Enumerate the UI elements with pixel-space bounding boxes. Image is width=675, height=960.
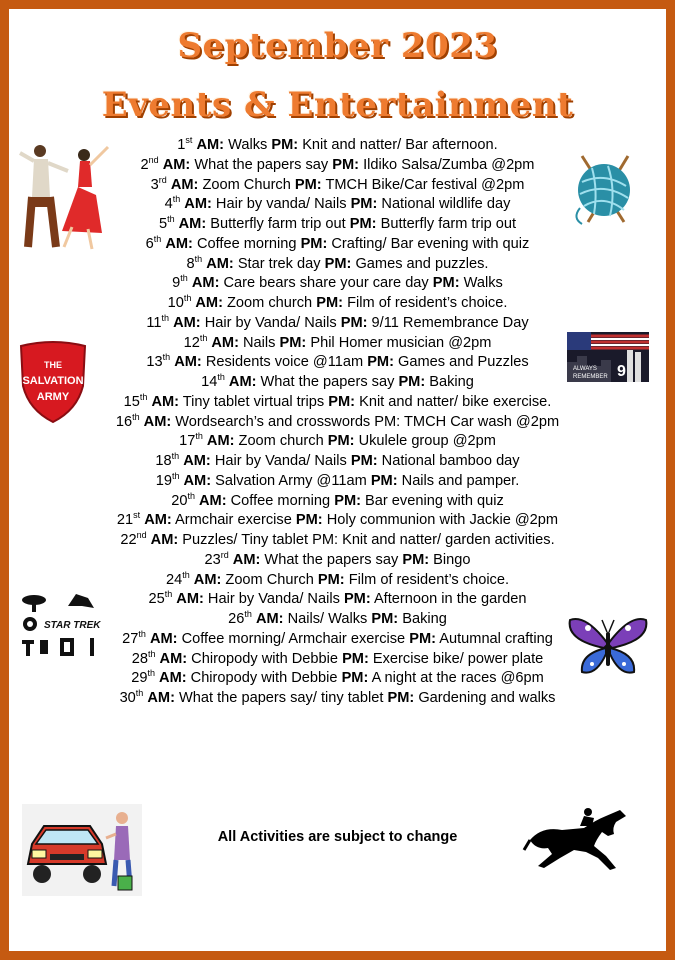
event-day-suffix: th xyxy=(135,688,144,698)
am-label: AM: xyxy=(206,255,234,272)
event-pm: Knit and natter/ Bar afternoon. xyxy=(302,137,498,153)
event-day-suffix: th xyxy=(171,451,180,461)
am-label: AM: xyxy=(162,156,191,173)
event-am: What the papers say xyxy=(194,156,329,173)
pm-label: PM: xyxy=(370,472,398,489)
event-day: 4 xyxy=(164,196,173,213)
event-day: 1 xyxy=(177,137,186,153)
event-pm: Walks xyxy=(463,275,503,292)
event-pm: Ildiko Salsa/Zumba @2pm xyxy=(363,156,535,173)
event-day-suffix: th xyxy=(162,352,171,363)
event-row xyxy=(60,630,615,650)
event-row xyxy=(60,156,615,176)
salvation-army-text-the: THE xyxy=(44,360,62,370)
event-day-suffix: th xyxy=(167,214,175,224)
am-label: AM: xyxy=(232,551,261,568)
event-row xyxy=(60,492,615,512)
event-am: Puzzles/ Tiny tablet PM: Knit and natter/ garden activities. xyxy=(182,532,555,548)
event-pm: Baking xyxy=(402,611,447,627)
pm-label: PM: xyxy=(332,156,360,173)
event-day: 8 xyxy=(186,255,195,272)
event-day-suffix: st xyxy=(133,510,141,521)
event-am: Zoom Church xyxy=(225,571,314,588)
event-day: 9 xyxy=(172,275,181,292)
am-label: AM: xyxy=(150,532,179,548)
pm-label: PM: xyxy=(324,255,352,272)
car-wash-picture xyxy=(22,804,142,896)
event-pm: Baking xyxy=(429,374,474,390)
event-pm: Afternoon in the garden xyxy=(373,591,527,608)
pm-label: PM: xyxy=(342,650,369,667)
event-day: 12 xyxy=(183,334,200,351)
am-label: AM: xyxy=(206,433,235,450)
am-label: AM: xyxy=(159,670,187,687)
event-row xyxy=(60,235,615,255)
event-day: 5 xyxy=(158,216,168,232)
pm-label: PM: xyxy=(328,393,356,410)
event-day: 29 xyxy=(131,670,148,687)
am-label: AM: xyxy=(228,374,257,390)
am-label: AM: xyxy=(176,591,204,608)
event-day: 21 xyxy=(116,512,134,529)
event-row xyxy=(60,452,615,472)
event-pm: A night at the races @6pm xyxy=(371,670,544,687)
event-pm: Games and puzzles. xyxy=(355,255,489,272)
remembrance-number: 9 xyxy=(617,363,626,380)
event-day-suffix: rd xyxy=(220,549,229,560)
event-day-suffix: th xyxy=(199,332,208,343)
event-day-suffix: rd xyxy=(158,174,167,185)
events-list xyxy=(60,136,615,709)
am-label: AM: xyxy=(143,413,172,430)
event-row xyxy=(60,650,615,670)
am-label: AM: xyxy=(144,512,172,529)
pm-label: PM: xyxy=(279,334,307,351)
event-pm: Bar evening with quiz xyxy=(365,492,504,509)
event-am: Chiropody with Debbie xyxy=(191,650,339,667)
pm-label: PM: xyxy=(402,551,430,568)
am-label: AM: xyxy=(199,492,227,509)
pm-label: PM: xyxy=(350,453,378,469)
event-am: Nails/ Walks xyxy=(287,611,368,627)
event-am: Coffee morning xyxy=(230,492,331,509)
event-row xyxy=(60,274,615,294)
event-am: Wordsearch’s and crosswords PM: TMCH Car wash @2pm xyxy=(175,413,560,430)
event-row xyxy=(60,314,615,334)
pm-label: PM: xyxy=(334,492,361,509)
event-day-suffix: th xyxy=(217,372,225,382)
event-day-suffix: nd xyxy=(148,154,159,165)
racehorse-silhouette-picture xyxy=(522,806,632,874)
am-label: AM: xyxy=(151,393,179,410)
event-row xyxy=(60,393,615,413)
yarn-ball-picture xyxy=(568,152,640,227)
am-label: AM: xyxy=(183,472,212,489)
event-day-suffix: th xyxy=(147,648,156,659)
event-day: 26 xyxy=(228,611,245,627)
event-row xyxy=(60,472,615,492)
event-row xyxy=(60,610,615,630)
event-am: Zoom Church xyxy=(202,176,291,193)
event-day-suffix: th xyxy=(132,411,140,422)
event-am: Butterfly farm trip out xyxy=(210,216,346,232)
salsa-dancers-picture xyxy=(12,135,122,255)
event-am: Star trek day xyxy=(237,255,321,272)
event-am: What the papers say xyxy=(264,551,399,568)
event-day: 25 xyxy=(148,591,165,608)
event-pm: Film of resident’s choice. xyxy=(347,295,508,311)
event-day: 20 xyxy=(171,492,188,509)
pm-label: PM: xyxy=(300,235,328,252)
event-day-suffix: th xyxy=(183,293,192,303)
event-day: 14 xyxy=(201,374,218,390)
event-day: 10 xyxy=(167,295,184,311)
pm-label: PM: xyxy=(340,314,368,331)
event-day-suffix: th xyxy=(171,470,180,481)
event-am: Tiny tablet virtual trips xyxy=(182,393,325,410)
event-day: 16 xyxy=(115,413,133,430)
am-label: AM: xyxy=(165,235,193,252)
event-row xyxy=(60,353,615,373)
event-row xyxy=(60,255,615,275)
event-am: What the papers say xyxy=(260,374,395,390)
911-remembrance-picture xyxy=(567,332,649,382)
event-am: Coffee morning/ Armchair exercise xyxy=(181,630,406,647)
star-trek-text: STAR TREK xyxy=(44,620,101,631)
event-day-suffix: th xyxy=(180,273,188,284)
event-pm: Holy communion with Jackie @2pm xyxy=(326,512,559,529)
event-am: Armchair exercise xyxy=(175,512,292,529)
event-row xyxy=(60,432,615,452)
event-am: Zoom church xyxy=(238,433,324,450)
event-day-suffix: th xyxy=(138,628,146,639)
remembrance-text-remember: REMEMBER xyxy=(573,374,608,380)
event-am: Residents voice @11am xyxy=(205,354,364,371)
event-day: 17 xyxy=(179,433,196,450)
event-row xyxy=(60,551,615,571)
pm-label: PM: xyxy=(271,137,299,153)
event-day-suffix: th xyxy=(244,609,252,619)
event-row xyxy=(60,176,615,196)
event-pm: Exercise bike/ power plate xyxy=(372,650,544,667)
event-row xyxy=(60,689,615,709)
event-row xyxy=(60,136,615,156)
event-am: What the papers say/ tiny tablet xyxy=(179,690,384,706)
event-day: 23 xyxy=(204,551,221,568)
event-am: Hair by vanda/ Nails xyxy=(215,196,347,213)
pm-label: PM: xyxy=(409,630,437,647)
event-day: 28 xyxy=(131,650,148,667)
am-label: AM: xyxy=(173,314,201,331)
event-day-suffix: th xyxy=(139,391,148,402)
event-day: 13 xyxy=(146,354,163,371)
event-day: 6 xyxy=(145,235,154,252)
am-label: AM: xyxy=(191,275,220,292)
pm-label: PM: xyxy=(350,196,378,213)
star-trek-icons-picture xyxy=(18,590,102,660)
event-day: 24 xyxy=(165,571,183,588)
am-label: AM: xyxy=(159,650,188,667)
am-label: AM: xyxy=(195,295,223,311)
am-label: AM: xyxy=(193,571,222,588)
event-day-suffix: th xyxy=(153,233,162,244)
salvation-army-text-salvation: SALVATION xyxy=(22,375,84,387)
event-pm: Phil Homer musician @2pm xyxy=(310,334,492,351)
event-row xyxy=(60,195,615,215)
event-am: Hair by Vanda/ Nails xyxy=(204,314,337,331)
event-day-suffix: th xyxy=(164,589,173,600)
event-am: Walks xyxy=(228,137,268,153)
event-pm: Autumnal crafting xyxy=(439,630,553,647)
event-pm: National wildlife day xyxy=(381,196,511,213)
am-label: AM: xyxy=(211,334,239,351)
event-day-suffix: th xyxy=(187,490,195,501)
event-day: 18 xyxy=(155,453,172,469)
event-day-suffix: st xyxy=(185,135,193,145)
event-row xyxy=(60,669,615,689)
event-row xyxy=(60,413,615,433)
event-day-suffix: th xyxy=(195,431,203,442)
event-day-suffix: th xyxy=(172,194,181,205)
event-am: Nails xyxy=(243,334,276,351)
event-am: Zoom church xyxy=(227,295,313,311)
am-label: AM: xyxy=(184,196,212,213)
pm-label: PM: xyxy=(371,611,399,627)
event-am: Chiropody with Debbie xyxy=(190,670,338,687)
event-pm: Gardening and walks xyxy=(418,690,556,706)
am-label: AM: xyxy=(149,630,178,647)
event-day-suffix: nd xyxy=(136,530,147,540)
salvation-army-text-army: ARMY xyxy=(36,391,70,403)
pm-label: PM: xyxy=(295,512,323,529)
event-am: Coffee morning xyxy=(196,235,297,252)
pm-label: PM: xyxy=(316,295,344,311)
am-label: AM: xyxy=(170,176,199,193)
event-am: Hair by Vanda/ Nails xyxy=(214,453,347,469)
event-row xyxy=(60,334,615,354)
poster-title-events: Events & Entertainment xyxy=(101,85,574,125)
event-pm: Film of resident’s choice. xyxy=(348,571,510,588)
footer-note: All Activities are subject to change xyxy=(217,829,458,845)
event-pm: Bingo xyxy=(433,551,471,568)
am-label: AM: xyxy=(196,137,225,153)
butterfly-picture xyxy=(566,614,650,678)
event-pm: TMCH Bike/Car festival @2pm xyxy=(325,176,525,193)
event-day-suffix: th xyxy=(182,569,190,580)
event-day: 22 xyxy=(120,532,137,548)
event-row xyxy=(60,373,615,393)
event-pm: Butterfly farm trip out xyxy=(380,216,517,232)
event-row xyxy=(60,294,615,314)
event-row xyxy=(60,511,615,531)
pm-label: PM: xyxy=(387,690,415,706)
event-row xyxy=(60,531,615,551)
event-day-suffix: th xyxy=(161,312,170,323)
event-day: 15 xyxy=(123,393,140,410)
pm-label: PM: xyxy=(432,275,460,292)
pm-label: PM: xyxy=(349,216,377,232)
event-am: Care bears share your care day xyxy=(223,275,429,292)
event-day: 19 xyxy=(155,472,172,489)
am-label: AM: xyxy=(174,354,202,371)
pm-label: PM: xyxy=(327,433,355,450)
event-day: 11 xyxy=(146,314,162,331)
event-pm: Games and Puzzles xyxy=(398,354,529,371)
event-day: 3 xyxy=(150,176,159,193)
event-pm: Ukulele group @2pm xyxy=(358,433,496,450)
event-day: 30 xyxy=(119,690,136,706)
event-day-suffix: th xyxy=(147,668,155,679)
event-am: Salvation Army @11am xyxy=(215,472,367,489)
pm-label: PM: xyxy=(317,571,345,588)
event-am: Hair by Vanda/ Nails xyxy=(207,591,340,608)
event-day: 27 xyxy=(122,630,139,647)
event-day: 2 xyxy=(140,156,149,173)
event-row xyxy=(60,571,615,591)
pm-label: PM: xyxy=(398,374,426,390)
pm-label: PM: xyxy=(341,670,369,687)
event-row xyxy=(60,215,615,235)
am-label: AM: xyxy=(147,690,175,706)
remembrance-text-always: ALWAYS xyxy=(573,366,597,372)
salvation-army-shield-logo xyxy=(17,340,89,424)
am-label: AM: xyxy=(178,216,207,232)
poster-title-month: September 2023 xyxy=(177,26,498,66)
am-label: AM: xyxy=(255,611,284,627)
event-pm: 9/11 Remembrance Day xyxy=(371,314,529,331)
event-row xyxy=(60,590,615,610)
event-pm: Crafting/ Bar evening with quiz xyxy=(331,235,530,252)
am-label: AM: xyxy=(183,453,211,469)
event-pm: Nails and pamper. xyxy=(401,472,520,489)
event-pm: Knit and natter/ bike exercise. xyxy=(359,393,552,410)
pm-label: PM: xyxy=(343,591,371,608)
pm-label: PM: xyxy=(294,176,322,193)
pm-label: PM: xyxy=(367,354,394,371)
event-day-suffix: th xyxy=(194,253,203,264)
event-pm: National bamboo day xyxy=(381,453,520,469)
